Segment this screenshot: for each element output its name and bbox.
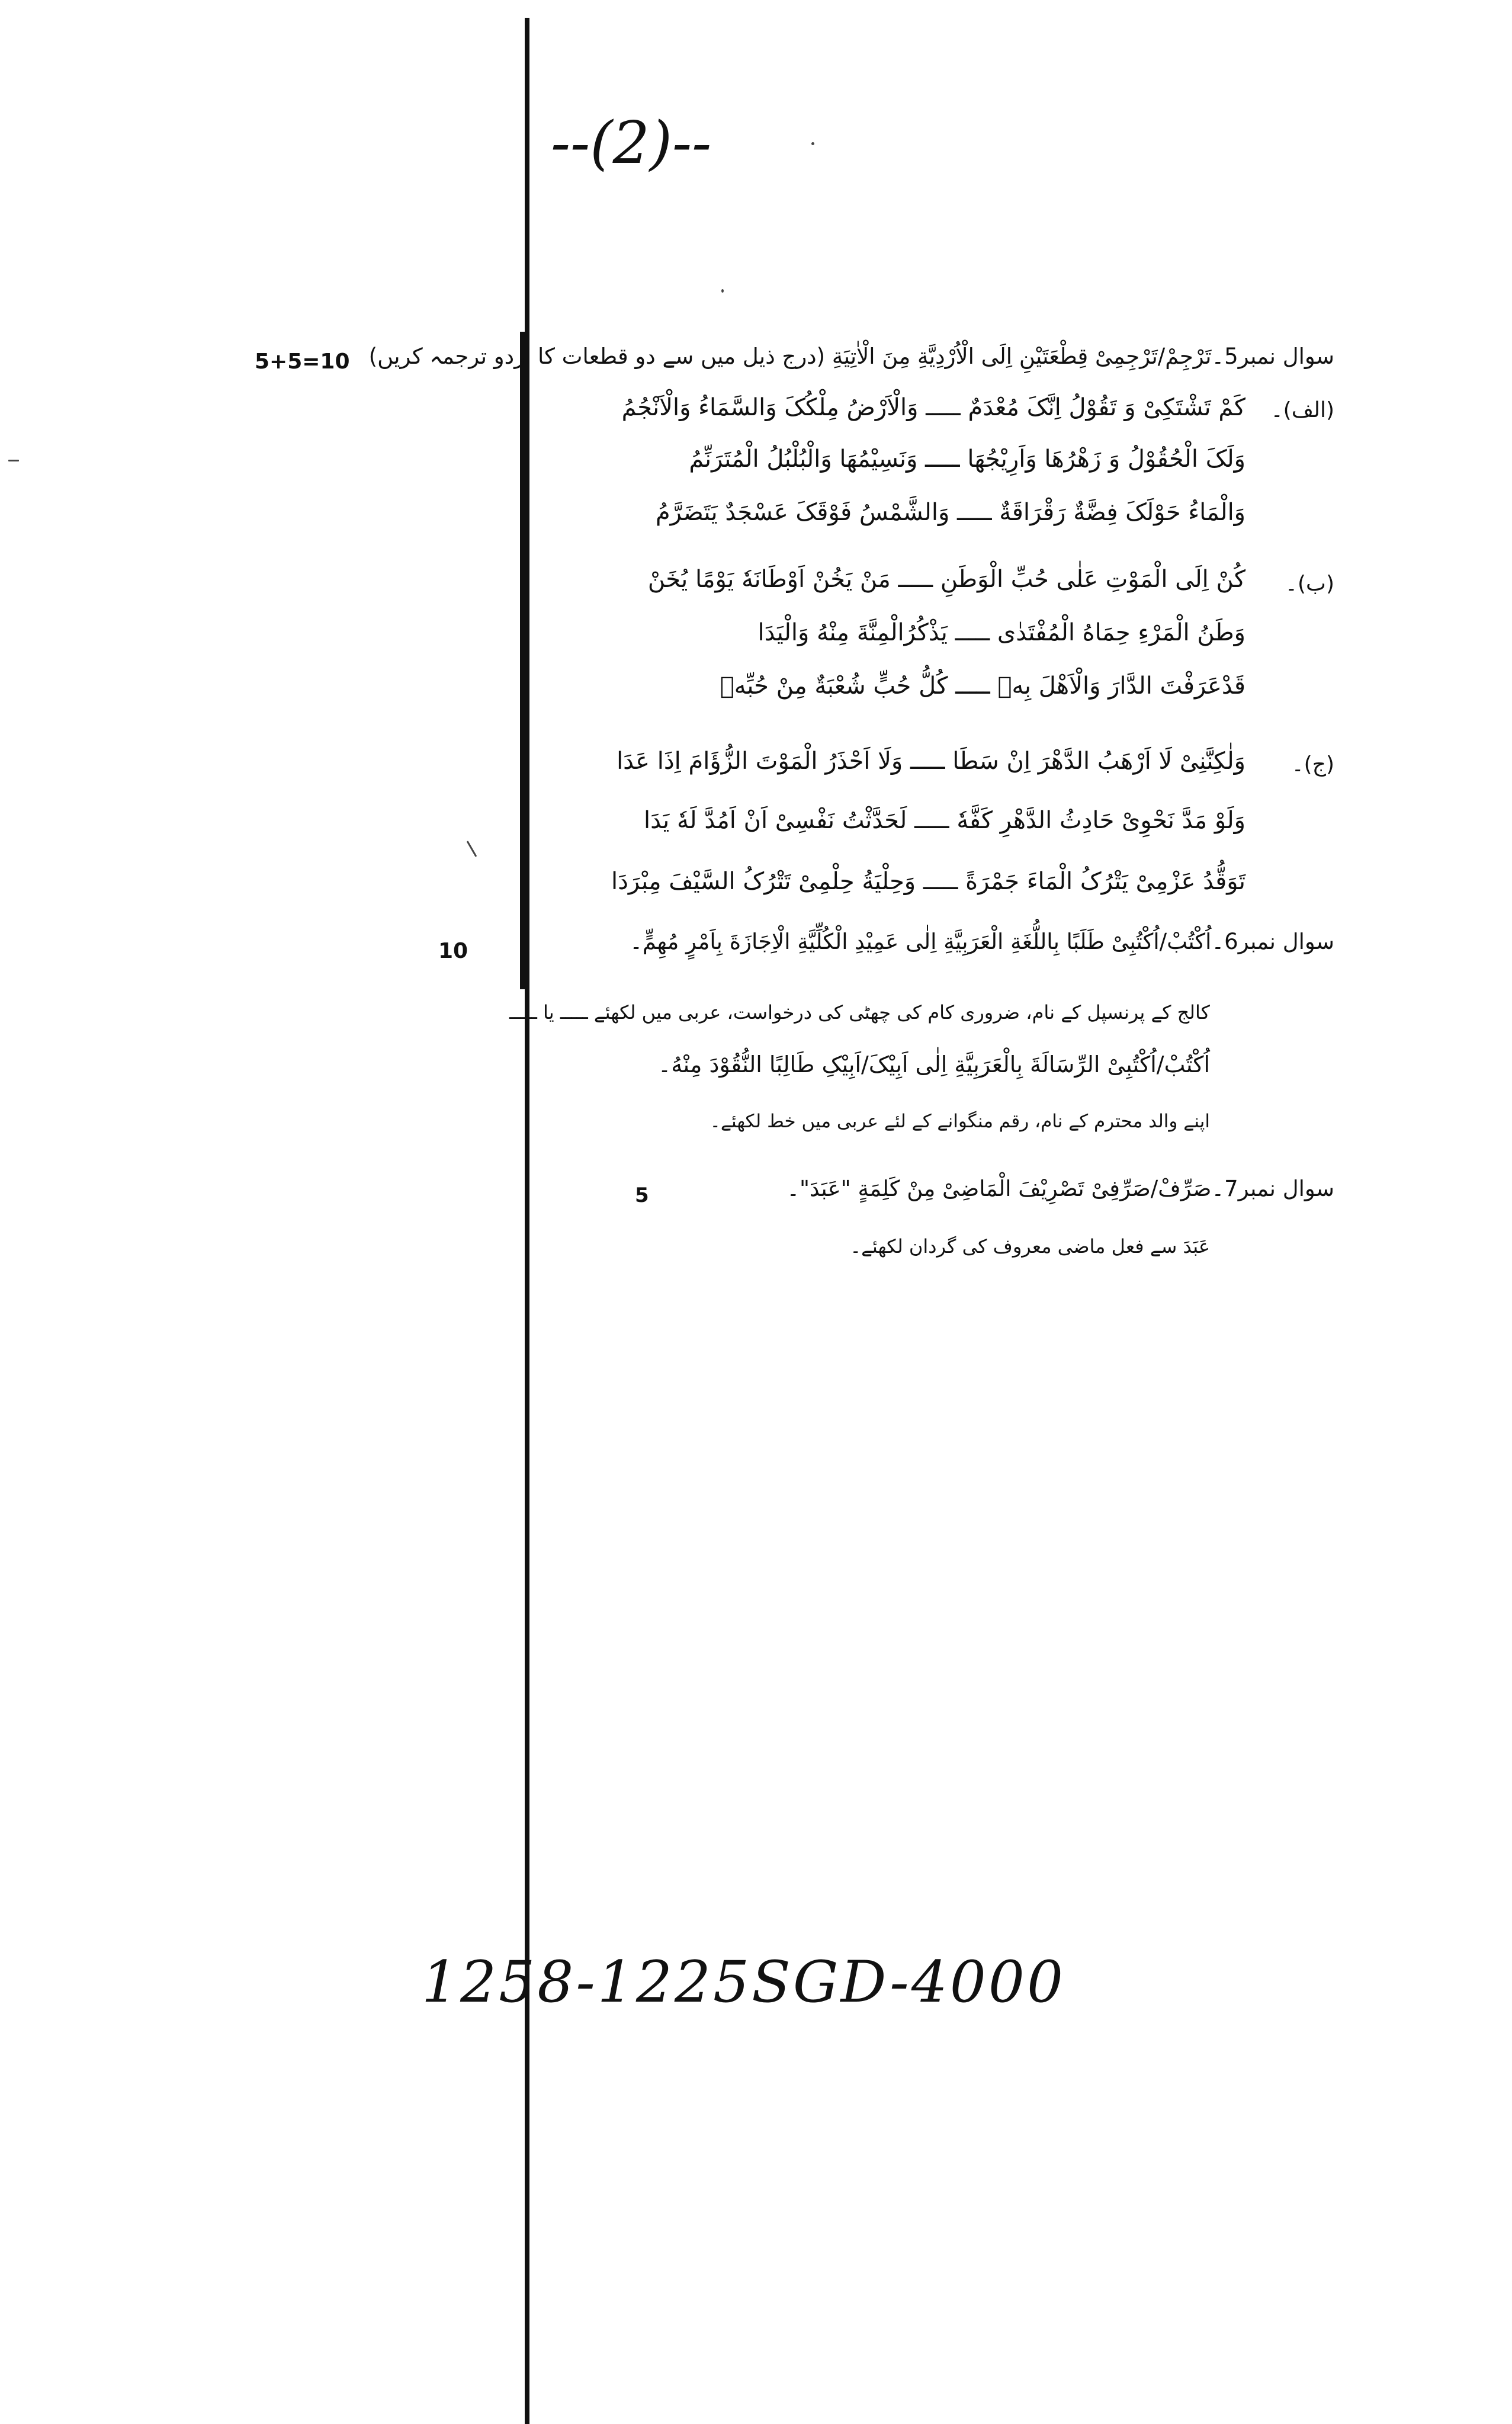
q5-part-c-line-3: تَوَقُّدُ عَزْمِیْ یَتْرُکُ الْمَاءَ جَمْرَةً ـــــ وَحِلْیَةُ حِلْمِیْ تَتْرُکُ السَّیْفَ مِبْرَدَا xyxy=(611,868,1245,895)
scan-speck xyxy=(721,289,724,293)
q5-marks: 5+5=10 xyxy=(255,350,350,374)
q5-part-c-line-2: وَلَوْ مَدَّ نَحْوِیْ حَادِثُ الدَّهْرِ کَفَّهٗ ـــــ لَحَدَّثْتُ نَفْسِیْ اَنْ اَمُدَّ لَهٗ یَدَا xyxy=(644,807,1245,834)
q5-part-a-line-1: کَمْ تَشْتَکِیْ وَ تَقُوْلُ اِنَّکَ مُعْدَمٌ ـــــ وَالْاَرْضُ مِلْکُکَ وَالسَّمَاءُ وَالْاَنْجُمُ xyxy=(621,394,1245,421)
q5-part-a-line-2: وَلَکَ الْحُقُوْلُ وَ زَهْرُهَا وَاَرِیْجُهَا ـــــ وَنَسِیْمُهَا وَالْبُلْبُلُ الْمُتَرَنِّمُ xyxy=(689,445,1245,473)
q5-part-a-line-3: وَالْمَاءُ حَوْلَکَ فِضَّةٌ رَقْرَاقَةٌ ـــــ وَالشَّمْسُ فَوْقَکَ عَسْجَدٌ یَتَضَرَّمُ xyxy=(655,499,1245,526)
page-number: --(2)-- xyxy=(551,110,712,177)
q5-part-c-line-1: وَلٰکِنَّنِیْ لَا اَرْهَبُ الدَّهْرَ اِنْ سَطَا ـــــ وَلَا اَحْذَرُ الْمَوْتَ الزُّؤَامَ اِذَا عَدَا xyxy=(617,748,1245,775)
footer-code: 1258-1225SGD-4000 xyxy=(422,1949,1066,2015)
q6-heading: سوال نمبر6۔اُکْتُبْ/اُکْتُبِیْ طَلَبًا بِاللُّغَةِ الْعَرَبِیَّةِ اِلٰی عَمِیْدِ الْکُلِّیَّةِ الْاِجَازَةَ بِاَمْرٍ مُهِمٍّ۔ xyxy=(630,929,1334,954)
q7-instruction: عَبَدَ سے فعل ماضی معروف کی گردان لکھئے۔ xyxy=(850,1235,1210,1258)
q7-heading: سوال نمبر7۔صَرِّفْ/صَرِّفِیْ تَصْرِیْفَ الْمَاضِیْ مِنْ کَلِمَةٍ "عَبَدَ"۔ xyxy=(787,1176,1334,1201)
q5-part-c-label: (ج)۔ xyxy=(1291,752,1334,777)
scan-speck xyxy=(8,460,19,461)
q7-marks: 5 xyxy=(635,1184,649,1207)
q5-part-b-line-1: کُنْ اِلَی الْمَوْتِ عَلٰی حُبِّ الْوَطَنِ ـــــ مَنْ یَخُنْ اَوْطَانَهٗ یَوْمًا یُخَنْ xyxy=(647,566,1245,593)
q5-part-b-line-3: قَدْعَرَفْتَ الدَّارَ وَالْاَهْلَ بِهٖ ـــــ کُلُّ حُبٍّ شُعْبَةٌ مِنْ حُبِّهٖ xyxy=(720,672,1245,700)
scan-speck xyxy=(467,841,477,857)
q5-part-b-label: (ب)۔ xyxy=(1285,572,1334,596)
q5-part-b-line-2: وَطَنُ الْمَرْءِ حِمَاهُ الْمُفْتَدٰی ـــــ یَذْکُرُالْمِنَّةَ مِنْهُ وَالْیَدَا xyxy=(757,619,1245,646)
q6-instruction: کالج کے پرنسپل کے نام، ضروری کام کی چھٹی کی درخواست، عربی میں لکھئے ـــــ یا ـــــ xyxy=(509,1001,1210,1024)
q6-alt-instruction: اپنے والد محترم کے نام، رقم منگوانے کے لئے عربی میں خط لکھئے۔ xyxy=(710,1111,1210,1132)
q6-alt-line: اُکْتُبْ/اُکْتُبِیْ الرِّسَالَةَ بِالْعَرَبِیَّةِ اِلٰی اَبِیْکَ/اَبِیْکِ طَالِبًا النُّقُوْدَ مِنْهُ۔ xyxy=(657,1051,1210,1078)
scan-speck xyxy=(811,142,814,145)
q5-heading: سوال نمبر5۔تَرْجِمْ/تَرْجِمِیْ قِطْعَتَیْنِ اِلَی الْاُرْدِیَّةِ مِنَ الْاٰتِیَةِ (درج ذیل میں سے دو قطعات کا اردو ترجمہ کریں) xyxy=(368,344,1334,369)
q6-marks: 10 xyxy=(438,939,468,963)
q5-part-a-label: (الف)۔ xyxy=(1270,398,1334,422)
